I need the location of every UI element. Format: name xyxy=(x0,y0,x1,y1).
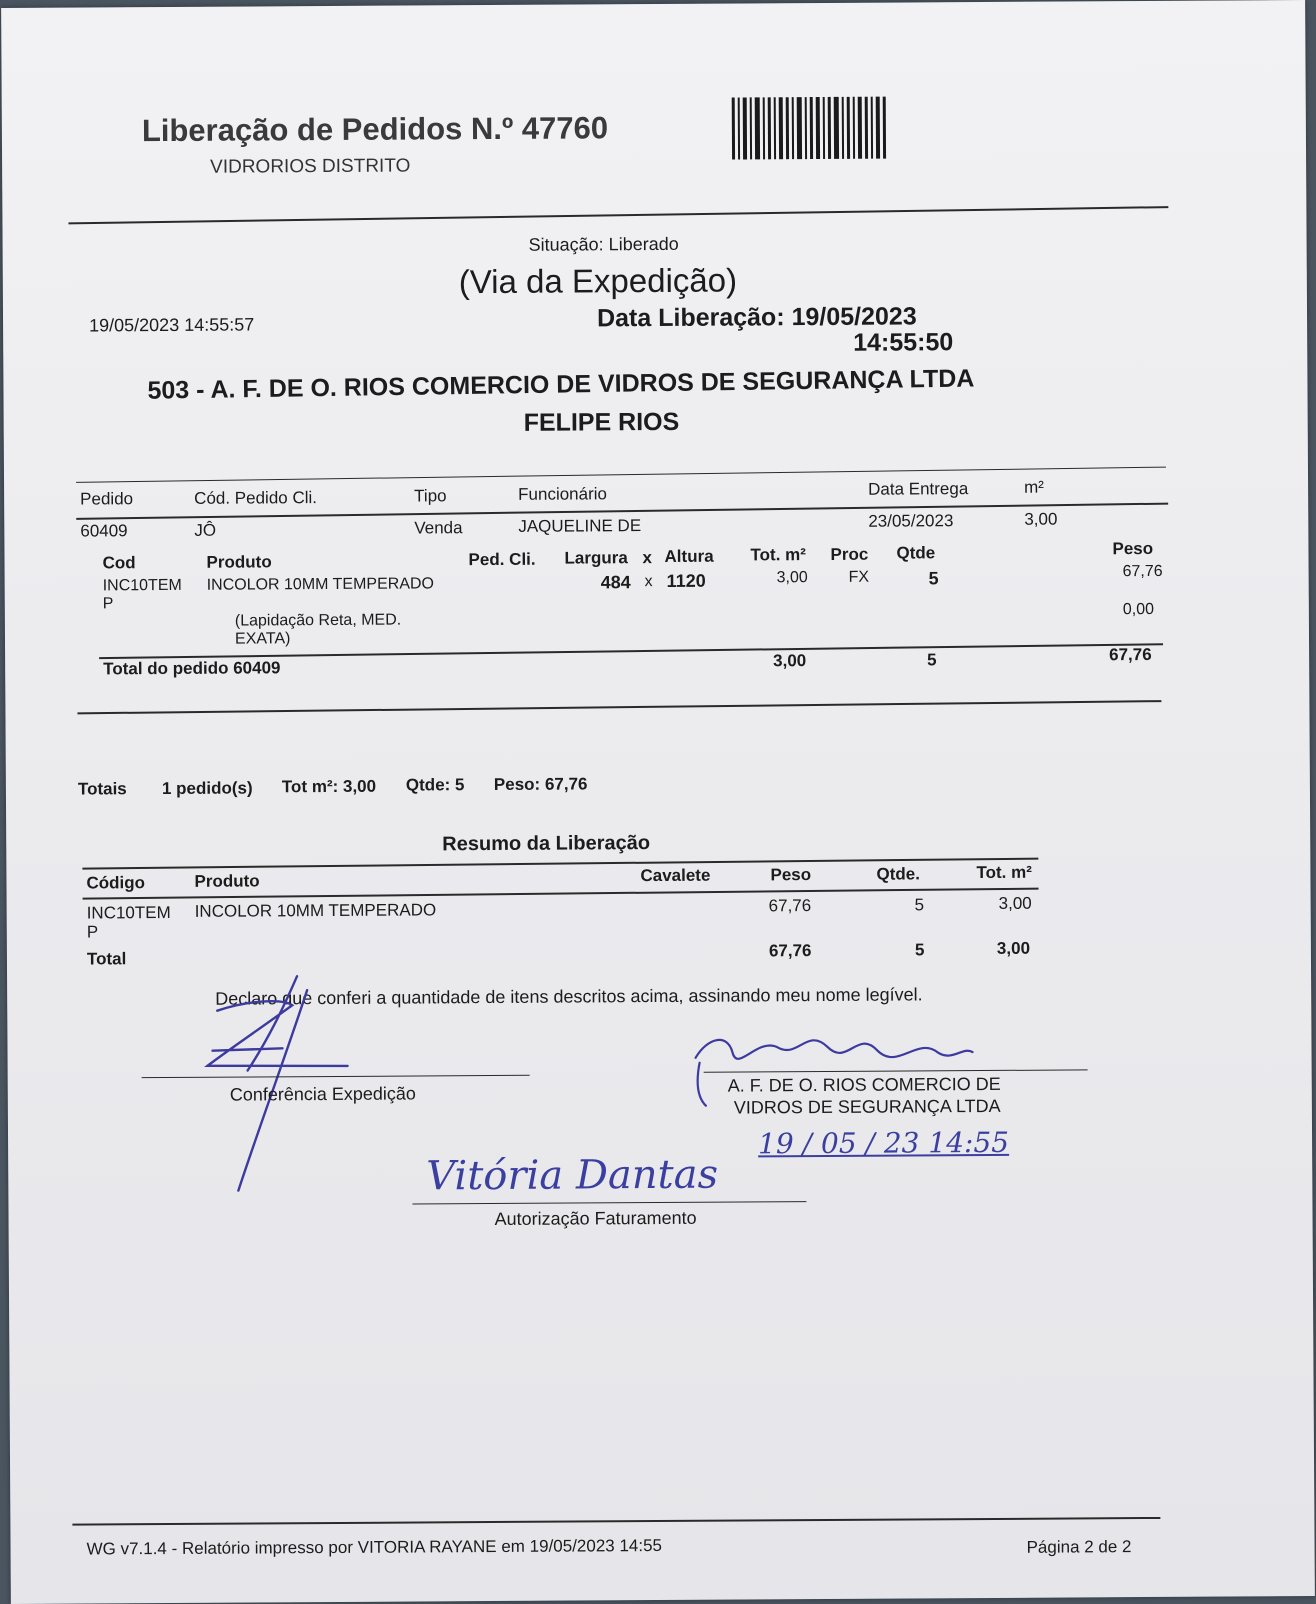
cell-cod-line1: INC10TEM xyxy=(102,576,182,595)
client-signature-line2: VIDROS DE SEGURANÇA LTDA xyxy=(733,1095,1001,1118)
data-liberacao-date: 19/05/2023 xyxy=(791,302,917,332)
footer-rule xyxy=(72,1517,1160,1526)
cell-detail-line2: EXATA) xyxy=(234,630,291,648)
totais-peso: Peso: 67,76 xyxy=(493,774,588,795)
autorizacao-line xyxy=(412,1201,806,1204)
resumo-cell-produto: INCOLOR 10MM TEMPERADO xyxy=(194,900,437,921)
cell-m2: 3,00 xyxy=(1024,509,1058,529)
footer-page-number: Página 2 de 2 xyxy=(1026,1537,1132,1557)
totais-tot-m2: Tot m²: 3,00 xyxy=(281,776,377,797)
col-tot-m2: Tot. m² xyxy=(750,545,806,565)
cell-cod-line2: P xyxy=(102,595,114,613)
resumo-cell-qtde: 5 xyxy=(914,895,925,915)
col-proc: Proc xyxy=(830,544,869,564)
resumo-col-tot-m2: Tot. m² xyxy=(976,862,1032,883)
resumo-title: Resumo da Liberação xyxy=(442,832,651,856)
printed-timestamp: 19/05/2023 14:55:57 xyxy=(89,314,255,336)
resumo-total-tot-m2: 3,00 xyxy=(996,938,1031,958)
data-liberacao-time: 14:55:50 xyxy=(853,328,954,357)
document-page xyxy=(1,0,1315,1604)
handwritten-name: Vitória Dantas xyxy=(426,1151,719,1200)
col-altura: Altura xyxy=(664,546,714,566)
cell-largura: 484 xyxy=(600,572,631,593)
total-pedido-peso: 67,76 xyxy=(1109,644,1152,665)
cell-pedido: 60409 xyxy=(80,521,128,541)
col-x: x xyxy=(642,548,653,568)
client-contact: FELIPE RIOS xyxy=(523,407,680,437)
resumo-col-cavalete: Cavalete xyxy=(640,865,711,886)
totais-pedidos: 1 pedido(s) xyxy=(161,778,253,799)
conferencia-label: Conferência Expedição xyxy=(229,1083,416,1105)
col-cod-pedido-cli: Cód. Pedido Cli. xyxy=(194,488,318,508)
resumo-cell-codigo-line1: INC10TEM xyxy=(86,902,171,923)
col-produto: Produto xyxy=(206,552,272,572)
cell-x: x xyxy=(644,573,653,591)
col-peso: Peso xyxy=(1112,538,1154,559)
footer-left-text: WG v7.1.4 - Relatório impresso por VITORIA RAYANE em 19/05/2023 14:55 xyxy=(86,1535,663,1559)
cell-altura: 1120 xyxy=(666,570,706,591)
handwritten-date: 19 / 05 / 23 14:55 xyxy=(757,1125,1010,1161)
via-label: (Via da Expedição) xyxy=(458,261,738,301)
col-data-entrega: Data Entrega xyxy=(868,479,969,499)
total-pedido-label: Total do pedido 60409 xyxy=(103,658,281,679)
cell-produto: INCOLOR 10MM TEMPERADO xyxy=(206,575,435,594)
cell-tipo: Venda xyxy=(414,518,463,538)
resumo-cell-codigo-line2: P xyxy=(86,922,99,942)
resumo-col-qtde: Qtde. xyxy=(876,864,920,884)
resumo-col-codigo: Código xyxy=(86,873,146,893)
cell-funcionario: JAQUELINE DE xyxy=(518,516,642,536)
situacao-label: Situação: Liberado xyxy=(528,233,679,255)
cell-qtde: 5 xyxy=(928,568,939,589)
cell-tot-m2: 3,00 xyxy=(776,569,808,587)
company-name: VIDRORIOS DISTRITO xyxy=(210,155,411,178)
col-pedido: Pedido xyxy=(80,489,134,509)
barcode xyxy=(732,96,930,159)
col-cod: Cod xyxy=(102,553,136,573)
order-section-bottom-rule xyxy=(77,700,1161,714)
col-largura: Largura xyxy=(564,548,628,568)
resumo-col-peso: Peso xyxy=(770,865,812,885)
resumo-cell-tot-m2: 3,00 xyxy=(998,893,1032,913)
col-funcionario: Funcionário xyxy=(518,484,608,504)
total-pedido-qtde: 5 xyxy=(927,650,937,670)
client-signature-line1: A. F. DE O. RIOS COMERCIO DE xyxy=(727,1073,1001,1096)
col-m2: m² xyxy=(1024,477,1044,497)
resumo-total-peso: 67,76 xyxy=(768,941,812,961)
resumo-total-qtde: 5 xyxy=(914,940,925,960)
resumo-cell-peso: 67,76 xyxy=(768,896,812,916)
totais-qtde: Qtde: 5 xyxy=(405,775,465,795)
col-ped-cli: Ped. Cli. xyxy=(468,549,536,570)
total-pedido-m2: 3,00 xyxy=(773,651,807,671)
resumo-col-produto: Produto xyxy=(194,871,260,891)
cell-detail-peso: 0,00 xyxy=(1122,600,1155,619)
cell-data-entrega: 23/05/2023 xyxy=(868,511,954,531)
data-liberacao-label: Data Liberação: xyxy=(596,303,785,333)
cell-peso: 67,76 xyxy=(1122,562,1163,581)
col-qtde: Qtde xyxy=(896,543,936,563)
header-divider xyxy=(68,206,1168,224)
cell-detail-line1: (Lapidação Reta, MED. xyxy=(234,611,402,630)
cell-cod-pedido-cli: JÔ xyxy=(194,520,217,540)
declaration-text: Declaro que conferi a quantidade de itens descritos acima, assinando meu nome legível. xyxy=(215,984,923,1009)
resumo-total-label: Total xyxy=(86,949,127,969)
order-table-top-rule xyxy=(76,467,1166,483)
autorizacao-label: Autorização Faturamento xyxy=(494,1207,697,1230)
client-name: 503 - A. F. DE O. RIOS COMERCIO DE VIDROS DE SEGURANÇA LTDA xyxy=(147,364,975,405)
totais-label: Totais xyxy=(77,779,127,799)
cell-proc: FX xyxy=(848,568,870,586)
col-tipo: Tipo xyxy=(414,486,447,506)
document-title: Liberação de Pedidos N.º 47760 xyxy=(141,110,609,149)
